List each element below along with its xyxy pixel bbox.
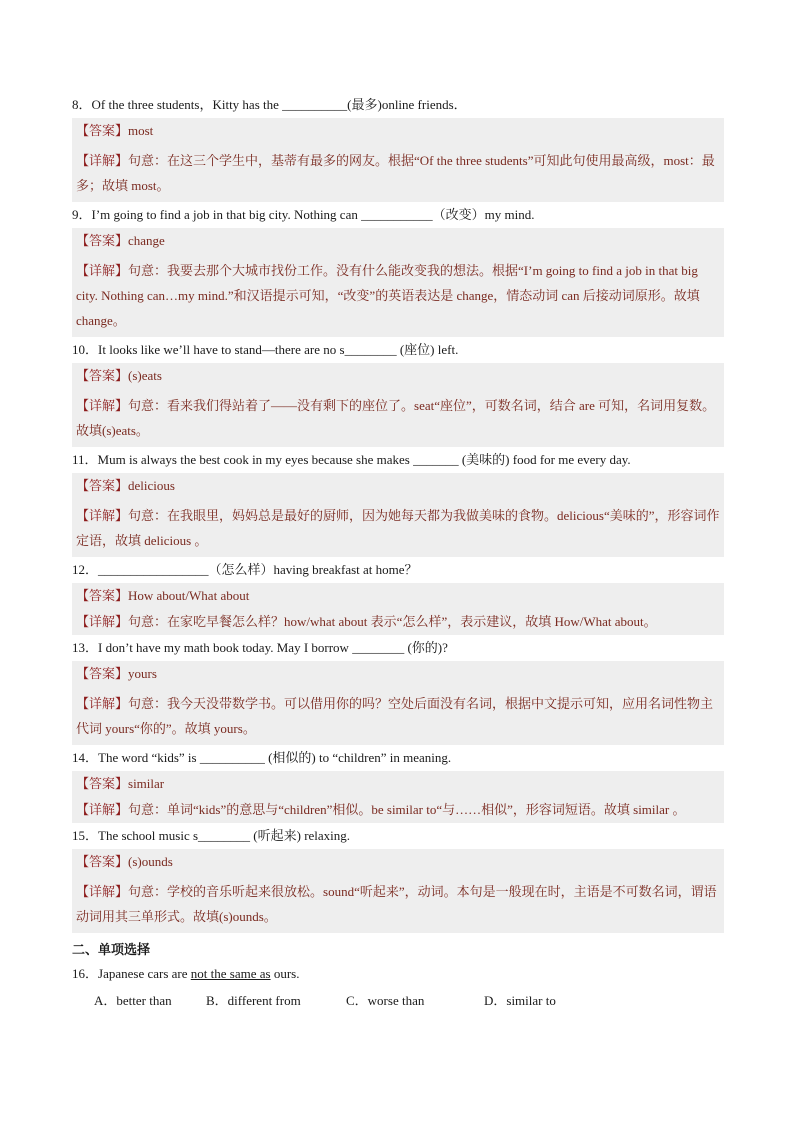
explanation-box: 【详解】句意：我要去那个大城市找份工作。没有什么能改变我的想法。根据“I’m going to find a job in that big city. Nothing can…my mind.”和汉语提示可知，“改变”的英语表达是 change，情态动词 can 后接动词原形。故填 change。 — [72, 254, 724, 337]
question-block — [72, 560, 724, 635]
document-page — [72, 92, 724, 1011]
options-row — [94, 991, 724, 1011]
explanation-box: 【详解】句意：看来我们得站着了——没有剩下的座位了。seat“座位”，可数名词，结合 are 可知，名词用复数。故填(s)eats。 — [72, 389, 724, 447]
answer-box: 【答案】How about/What about — [72, 583, 724, 609]
question-block — [72, 450, 724, 557]
explanation-box: 【详解】句意：单词“kids”的意思与“children”相似。be similar to“与……相似”，形容词短语。故填 similar 。 — [72, 797, 724, 823]
explanation-text: 句意：学校的音乐听起来很放松。sound“听起来”，动词。本句是一般现在时，主语是不可数名词，谓语动词用其三单形式。故填(s)ounds。 — [76, 884, 717, 924]
option-b[interactable]: B．different from — [206, 993, 301, 1008]
explanation-text: 句意：我今天没带数学书。可以借用你的吗？空处后面没有名词，根据中文提示可知，应用名词性物主代词 yours“你的”。故填 yours。 — [76, 696, 714, 736]
answer-box: 【答案】yours — [72, 661, 724, 687]
answer-box: 【答案】change — [72, 228, 724, 254]
explanation-box: 【详解】句意：在家吃早餐怎么样？how/what about 表示“怎么样”，表示建议，故填 How/What about。 — [72, 609, 724, 635]
answer-blank[interactable]: __________ — [282, 97, 348, 112]
question-block — [72, 205, 724, 337]
answer-blank[interactable]: _______ — [413, 452, 459, 467]
question-block — [72, 826, 724, 933]
option-d[interactable]: D．similar to — [484, 993, 556, 1008]
question-stem: 12．_________________（怎么样）having breakfast at home？ — [72, 562, 418, 577]
answer-text: (s)ounds — [128, 854, 173, 869]
explanation-text: 句意：在这三个学生中，基蒂有最多的网友。根据“Of the three students”可知此句使用最高级，most：最多；故填 most。 — [76, 153, 715, 193]
explanation-box: 【详解】句意：我今天没带数学书。可以借用你的吗？空处后面没有名词，根据中文提示可知，应用名词性物主代词 yours“你的”。故填 yours。 — [72, 687, 724, 745]
multiple-choice-question — [72, 964, 724, 1011]
question-stem: 16．Japanese cars are not the same as ours. — [72, 966, 300, 981]
question-block — [72, 95, 724, 202]
question-block — [72, 638, 724, 745]
answer-text: yours — [128, 666, 157, 681]
answer-text: similar — [128, 776, 165, 791]
answer-text: (s)eats — [128, 368, 162, 383]
answer-box: 【答案】delicious — [72, 473, 724, 499]
explanation-text: 句意：我要去那个大城市找份工作。没有什么能改变我的想法。根据“I’m going to find a job in that big city. Nothing can…my mind.”和汉语提示可知，“改变”的英语表达是 change，情态动词 can 后接动词原形。故填 change。 — [76, 263, 700, 328]
question-stem: 10．It looks like we’ll have to stand—there are no s________ (座位) left. — [72, 342, 459, 357]
question-stem: 9．I’m going to find a job in that big city. Nothing can ___________（改变）my mind. — [72, 207, 535, 222]
option-a[interactable]: A．better than — [94, 993, 172, 1008]
answer-box: 【答案】(s)eats — [72, 363, 724, 389]
answer-blank[interactable]: ________ — [198, 828, 251, 843]
answer-box: 【答案】most — [72, 118, 724, 144]
answer-blank[interactable]: ________ — [344, 342, 397, 357]
question-stem: 14．The word “kids” is __________ (相似的) to “children” in meaning. — [72, 750, 452, 765]
option-c[interactable]: C．worse than — [346, 993, 425, 1008]
answer-box: 【答案】similar — [72, 771, 724, 797]
answer-text: most — [128, 123, 154, 138]
explanation-text: 句意：看来我们得站着了——没有剩下的座位了。seat“座位”，可数名词，结合 are 可知，名词用复数。故填(s)eats。 — [76, 398, 716, 438]
underlined-phrase: not the same as — [190, 966, 271, 981]
question-stem: 15．The school music s________ (听起来) relaxing. — [72, 828, 351, 843]
explanation-text: 句意：在家吃早餐怎么样？how/what about 表示“怎么样”，表示建议，故填 How/What about。 — [128, 614, 657, 629]
answer-blank[interactable]: ___________ — [361, 207, 433, 222]
question-block — [72, 748, 724, 823]
explanation-box: 【详解】句意：在我眼里，妈妈总是最好的厨师，因为她每天都为我做美味的食物。delicious“美味的”，形容词作定语，故填 delicious 。 — [72, 499, 724, 557]
question-stem: 8．Of the three students，Kitty has the __________(最多)online friends． — [72, 97, 467, 112]
explanation-box: 【详解】句意：学校的音乐听起来很放松。sound“听起来”，动词。本句是一般现在时，主语是不可数名词，谓语动词用其三单形式。故填(s)ounds。 — [72, 875, 724, 933]
answer-blank[interactable]: __________ — [199, 750, 265, 765]
section-heading: 二、单项选择 — [72, 943, 151, 958]
explanation-text: 句意：在我眼里，妈妈总是最好的厨师，因为她每天都为我做美味的食物。delicious“美味的”，形容词作定语，故填 delicious 。 — [76, 508, 720, 548]
question-block — [72, 340, 724, 447]
answer-box: 【答案】(s)ounds — [72, 849, 724, 875]
answer-text: How about/What about — [128, 588, 250, 603]
answer-text: change — [128, 233, 165, 248]
explanation-text: 句意：单词“kids”的意思与“children”相似。be similar to“与……相似”，形容词短语。故填 similar 。 — [128, 802, 686, 817]
explanation-box: 【详解】句意：在这三个学生中，基蒂有最多的网友。根据“Of the three students”可知此句使用最高级，most：最多；故填 most。 — [72, 144, 724, 202]
answer-text: delicious — [128, 478, 175, 493]
answer-blank[interactable]: _________________ — [98, 562, 209, 577]
question-stem: 11．Mum is always the best cook in my eyes because she makes _______ (美味的) food for me every day. — [72, 452, 631, 467]
question-stem: 13．I don’t have my math book today. May I borrow ________ (你的)? — [72, 640, 448, 655]
answer-blank[interactable]: ________ — [352, 640, 405, 655]
